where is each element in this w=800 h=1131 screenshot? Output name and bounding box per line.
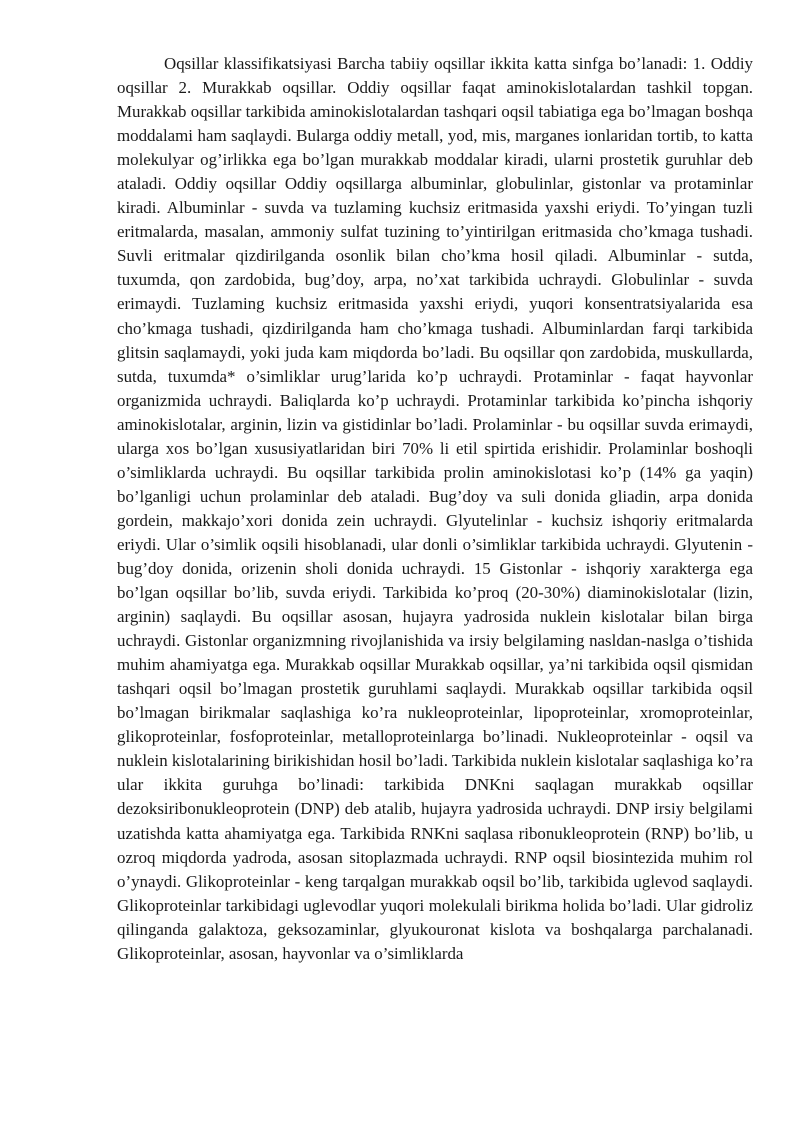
document-page [117, 52, 753, 966]
body-paragraph: Oqsillar klassifikatsiyasi Barcha tabiiy oqsillar ikkita katta sinfga bo’lanadi: 1. Oddiy oqsillar 2. Murakkab oqsillar. Oddiy oqsillar faqat aminokislotalardan tashkil topgan. Murakkab oqsillar tarkibida aminokislotalardan tashqari oqsil tabiatiga ega bo’lmagan boshqa moddalami ham saqlaydi. Bularga oddiy metall, yod, mis, marganes ionlaridan tortib, to katta molekulyar og’irlikka ega bo’lgan murakkab moddalar kiradi, ularni prostetik guruhlar deb ataladi. Oddiy oqsillar Oddiy oqsillarga albuminlar, globulinlar, gistonlar va protaminlar kiradi. Albuminlar - suvda va tuzlaming kuchsiz eritmasida yaxshi eriydi. To’yingan tuzli eritmalarda, masalan, ammoniy sulfat tuzining to’yintirilgan eritmasida cho’kmaga tushadi. Suvli eritmalar qizdirilganda osonlik bilan cho’kma hosil qiladi. Albuminlar - sutda, tuxumda, qon zardobida, bug’doy, arpa, no’xat tarkibida uchraydi. Globulinlar - suvda erimaydi. Tuzlaming kuchsiz eritmasida yaxshi eriydi, yuqori konsentratsiyalarida esa cho’kmaga tushadi, qizdirilganda ham cho’kmaga tushadi. Albuminlardan farqi tarkibida glitsin saqlamaydi, yoki juda kam miqdorda bo’ladi. Bu oqsillar qon zardobida, muskullarda, sutda, tuxumda* o’simliklar urug’larida ko’p uchraydi. Protaminlar - faqat hayvonlar organizmida uchraydi. Baliqlarda ko’p uchraydi. Protaminlar tarkibida ko’pincha ishqoriy aminokislotalar, arginin, lizin va gistidinlar bo’ladi. Prolaminlar - bu oqsillar suvda erimaydi, ularga xos bo’lgan xususiyatlaridan biri 70% li etil spirtida erishidir. Prolaminlar boshoqli o’simliklarda uchraydi. Bu oqsillar tarkibida prolin aminokislotasi ko’p (14% ga yaqin) bo’lganligi uchun prolaminlar deb ataladi. Bug’doy va suli donida gliadin, arpa donida gordein, makkajo’xori donida zein uchraydi. Glyutelinlar - kuchsiz ishqoriy eritmalarda eriydi. Ular o’simlik oqsili hisoblanadi, ular donli o’simliklar tarkibida uchraydi. Glyutenin - bug’doy donida, orizenin sholi donida uchraydi. 15 Gistonlar - ishqoriy xarakterga ega bo’lgan oqsillar bo’lib, suvda eriydi. Tarkibida ko’proq (20-30%) diaminokislotalar (lizin, arginin) saqlaydi. Bu oqsillar asosan, hujayra yadrosida nuklein kislotalar bilan birga uchraydi. Gistonlar organizmning rivojlanishida va irsiy belgilaming nasldan-naslga o’tishida muhim ahamiyatga ega. Murakkab oqsillar Murakkab oqsillar, ya’ni tarkibida oqsil qismidan tashqari oqsil bo’lmagan prostetik guruhlami saqlaydi. Murakkab oqsillar tarkibida oqsil bo’lmagan birikmalar saqlashiga ko’ra nukleoproteinlar, lipoproteinlar, xromoproteinlar, glikoproteinlar, fosfoproteinlar, metalloproteinlarga bo’linadi. Nukleoproteinlar - oqsil va nuklein kislotalarining birikishidan hosil bo’ladi. Tarkibida nuklein kislotalar saqlashiga ko’ra ular ikkita guruhga bo’linadi: tarkibida DNKni saqlagan murakkab oqsillar dezoksiribonukleoprotein (DNP) deb atalib, hujayra yadrosida uchraydi. DNP irsiy belgilami uzatishda katta ahamiyatga ega. Tarkibida RNKni saqlasa ribonukleoprotein (RNP) bo’lib, u ozroq miqdorda yadroda, asosan sitoplazmada uchraydi. RNP oqsil biosintezida muhim rol o’ynaydi. Glikoproteinlar - keng tarqalgan murakkab oqsil bo’lib, tarkibida uglevod saqlaydi. Glikoproteinlar tarkibidagi uglevodlar yuqori molekulali birikma holida bo’ladi. Ular gidroliz qilinganda galaktoza, geksozaminlar, glyukouronat kislota va boshqalarga parchalanadi. Glikoproteinlar, asosan, hayvonlar va o’simliklarda [117, 54, 753, 963]
